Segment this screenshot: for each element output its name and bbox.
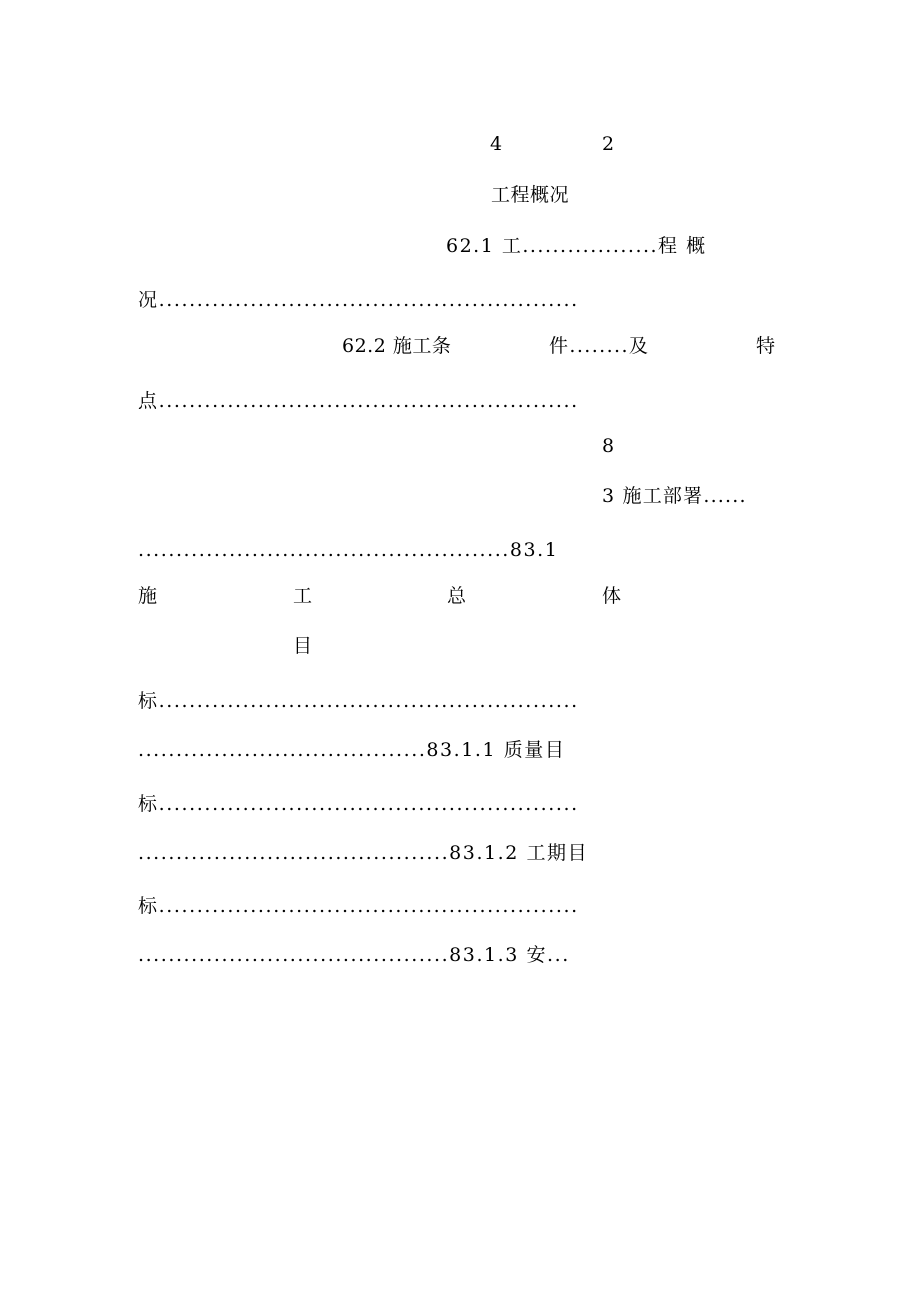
toc-entry-2-1-leader: 况.......................................................	[138, 289, 579, 311]
toc-entry-3-1-char-3: 总	[447, 585, 467, 607]
page-number-a: 4	[490, 133, 503, 155]
toc-entry-3-1-3: .........................................83.1.3 安...	[138, 944, 570, 966]
toc-entry-2-1: 62.1 工..................程 概	[446, 235, 707, 257]
toc-entry-2-2-leader: 点.......................................................	[138, 390, 579, 412]
toc-entry-3-1-2: .........................................83.1.2 工期目	[138, 842, 589, 864]
toc-page-number: 8	[602, 435, 615, 457]
toc-entry-2-2-end: 特	[756, 335, 776, 357]
toc-entry-3-1-char-5: 目	[293, 635, 313, 657]
toc-entry-3-1-leader: 标.......................................................	[138, 690, 579, 712]
toc-entry-3-1-2-leader: 标.......................................................	[138, 895, 579, 917]
toc-entry-3-1-char-4: 体	[602, 585, 622, 607]
toc-entry-3-leader: .................................................83.1	[138, 539, 559, 561]
toc-entry-2-2-start: 62.2 施工条	[342, 335, 452, 357]
page-number-b: 2	[602, 133, 615, 155]
toc-entry-2-2-middle: 件........及	[549, 335, 650, 357]
section-heading: 工程概况	[491, 184, 570, 206]
toc-entry-3: 3 施工部署......	[602, 485, 747, 507]
toc-entry-3-1-char-1: 施	[138, 585, 158, 607]
toc-entry-3-1-char-2: 工	[293, 585, 313, 607]
toc-entry-3-1-1: ......................................83.1.1 质量目	[138, 739, 566, 761]
toc-entry-3-1-1-leader: 标.......................................................	[138, 793, 579, 815]
